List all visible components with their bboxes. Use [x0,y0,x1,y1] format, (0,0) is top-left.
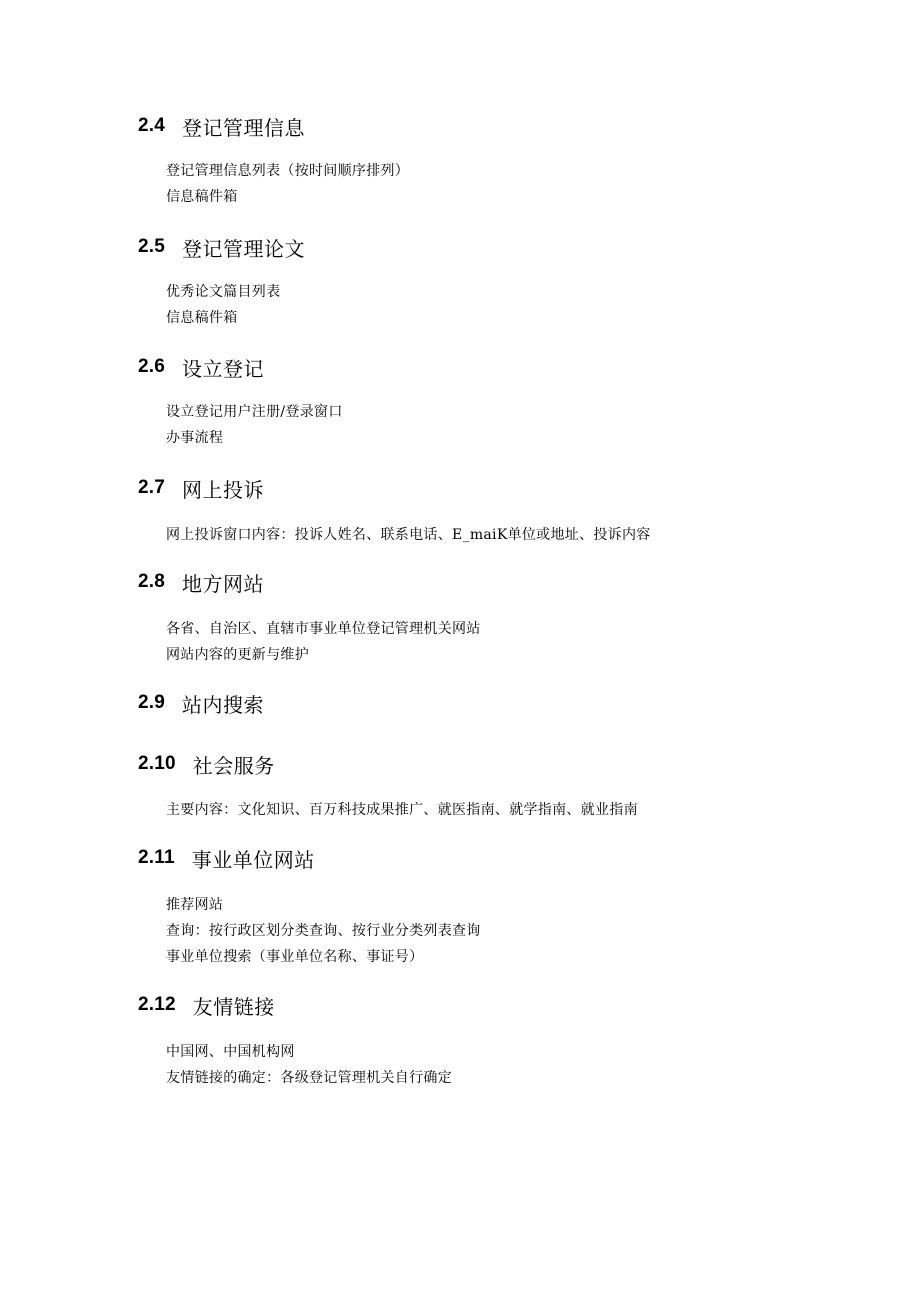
section-number: 2.5 [138,236,166,257]
section-number: 2.9 [138,692,166,713]
list-item: 网上投诉窗口内容：投诉人姓名、联系电话、E_maiK单位或地址、投诉内容 [166,527,651,543]
section-title: 地方网站 [182,571,265,596]
section-heading [138,843,315,873]
section-heading [138,749,275,779]
section-number: 2.10 [138,753,176,774]
section-heading [138,232,305,262]
section-heading [138,352,264,382]
list-item: 查询：按行政区划分类查询、按行业分类列表查询 [166,923,481,939]
section-item-list [166,1039,452,1091]
list-item: 友情链接的确定：各级登记管理机关自行确定 [166,1070,452,1086]
list-item: 信息稿件箱 [166,310,238,326]
section-heading [138,473,264,503]
section-item-list [166,158,409,210]
section-heading [138,111,305,141]
list-item: 办事流程 [166,430,224,446]
section-title: 社会服务 [192,753,275,778]
section-item-list [166,399,343,451]
list-item: 各省、自治区、直辖市事业单位登记管理机关网站 [166,621,481,637]
section-number: 2.6 [138,356,166,377]
section-number: 2.12 [138,994,176,1015]
list-item: 优秀论文篇目列表 [166,284,281,300]
section-title: 站内搜索 [182,692,265,717]
section-number: 2.7 [138,477,166,498]
list-item: 登记管理信息列表（按时间顺序排列） [166,163,410,179]
section-heading [138,990,275,1020]
section-title: 登记管理信息 [182,115,306,140]
list-item: 中国网、中国机构网 [166,1044,295,1060]
list-item: 推荐网站 [166,897,224,913]
section-item-list [166,797,638,823]
section-number: 2.8 [138,571,166,592]
section-item-list [166,279,280,331]
list-item: 主要内容：文化知识、百万科技成果推广、就医指南、就学指南、就业指南 [166,802,638,818]
section-title: 设立登记 [182,356,265,381]
section-heading [138,688,264,718]
section-title: 事业单位网站 [191,847,315,872]
list-item: 设立登记用户注册/登录窗口 [166,404,343,420]
section-title: 网上投诉 [182,477,265,502]
section-item-list [166,616,481,668]
section-heading [138,567,264,597]
section-item-list [166,522,651,548]
list-item: 网站内容的更新与维护 [166,647,309,663]
list-item: 信息稿件箱 [166,189,238,205]
section-number: 2.11 [138,847,175,868]
section-title: 登记管理论文 [182,236,306,261]
section-item-list [166,892,481,970]
section-number: 2.4 [138,115,166,136]
section-title: 友情链接 [192,994,275,1019]
list-item: 事业单位搜索（事业单位名称、事证号） [166,949,424,965]
